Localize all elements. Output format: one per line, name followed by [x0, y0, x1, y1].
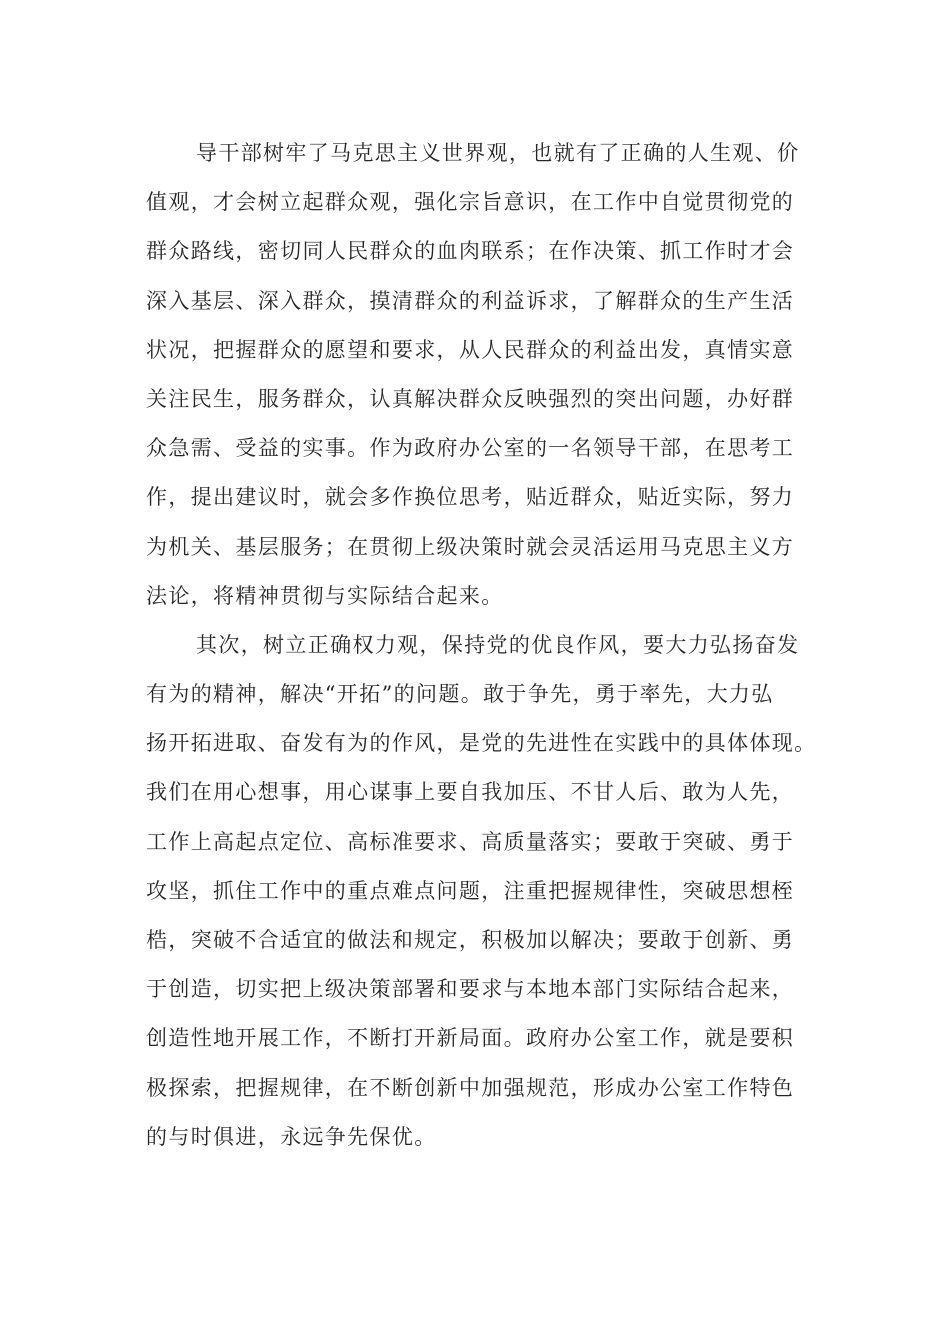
text-line: 为机关、基层服务；在贯彻上级决策时就会灵活运用马克思主义方 — [146, 534, 795, 559]
text-line: 扬开拓进取、奋发有为的作风，是党的先进性在实践中的具体体现。 — [146, 731, 817, 756]
text-line: 攻坚，抓住工作中的重点难点问题，注重把握规律性，突破思想桎 — [146, 878, 795, 903]
text-line: 的与时俱进，永远争先保优。 — [146, 1124, 437, 1149]
text-line: 导干部树牢了马克思主义世界观，也就有了正确的人生观、价 — [196, 141, 800, 165]
text-line: 梏，突破不合适宜的做法和规定，积极加以解决；要敢于创新、勇 — [146, 928, 795, 952]
text-line: 群众路线，密切同人民群众的血肉联系；在作决策、抓工作时才会 — [146, 239, 795, 264]
text-line: 我们在用心想事，用心谋事上要自我加压、不甘人后、敢为人先， — [146, 780, 795, 805]
body-text — [146, 133, 817, 1166]
text-line: 极探索，把握规律，在不断创新中加强规范，形成办公室工作特色 — [146, 1075, 795, 1100]
text-line: 值观，才会树立起群众观，强化宗旨意识，在工作中自觉贯彻党的 — [146, 190, 795, 215]
text-line: 创造性地开展工作，不断打开新局面。政府办公室工作，就是要积 — [146, 1026, 795, 1051]
text-line: 其次，树立正确权力观，保持党的优良作风，要大力弘扬奋发 — [196, 632, 800, 657]
text-line: 众急需、受益的实事。作为政府办公室的一名领导干部，在思考工 — [146, 436, 795, 461]
text-line: 作，提出建议时，就会多作换位思考，贴近群众，贴近实际，努力 — [146, 485, 795, 510]
text-line: 法论，将精神贯彻与实际结合起来。 — [146, 583, 504, 608]
text-line: 工作上高起点定位、高标准要求、高质量落实；要敢于突破、勇于 — [146, 829, 795, 854]
text-line: 于创造，切实把上级决策部署和要求与本地本部门实际结合起来， — [146, 977, 795, 1002]
text-line: 深入基层、深入群众，摸清群众的利益诉求，了解群众的生产生活 — [146, 288, 795, 313]
text-line: 关注民生，服务群众，认真解决群众反映强烈的突出问题，办好群 — [146, 386, 795, 411]
text-line: 有为的精神，解决“开拓”的问题。敢于争先，勇于率先，大力弘 — [146, 682, 774, 707]
text-line: 状况，把握群众的愿望和要求，从人民群众的利益出发，真情实意 — [146, 337, 795, 362]
